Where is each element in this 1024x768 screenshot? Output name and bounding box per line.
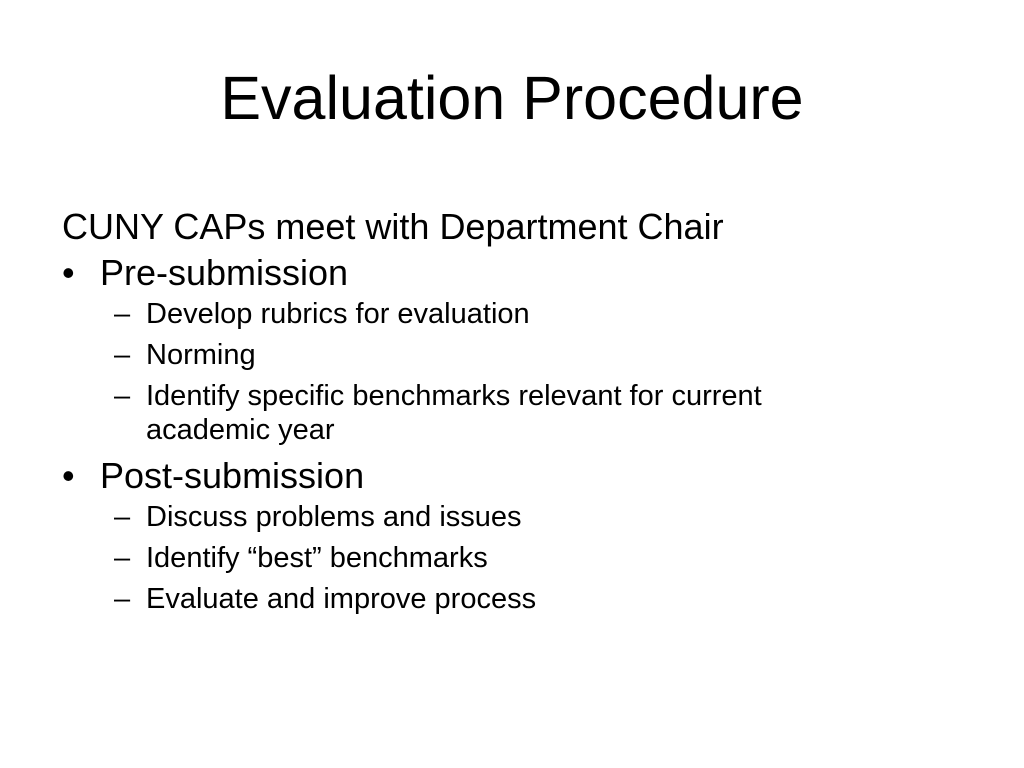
bullet-label: Pre-submission (100, 252, 349, 293)
bullet-pre-submission (62, 251, 962, 295)
dash-marker: – (114, 380, 131, 412)
sub-list-pre-submission (62, 297, 962, 447)
sub-list-post-submission (62, 500, 962, 616)
slide-title: Evaluation Procedure (220, 64, 804, 132)
sub-item (114, 297, 962, 331)
sub-item-text: Identify “best” benchmarks (146, 542, 488, 574)
sub-item-text: Discuss problems and issues (146, 501, 522, 533)
sub-item (114, 582, 962, 616)
dash-marker: – (114, 298, 131, 330)
bullet-label: Post-submission (100, 455, 365, 496)
dash-marker: – (114, 583, 131, 615)
sub-item (114, 541, 962, 575)
bullet-marker: • (62, 455, 75, 496)
dash-marker: – (114, 339, 131, 371)
sub-item (114, 338, 962, 372)
dash-marker: – (114, 501, 131, 533)
sub-item-text: Norming (146, 339, 256, 371)
dash-marker: – (114, 542, 131, 574)
sub-item (114, 379, 962, 447)
sub-item-text: Develop rubrics for evaluation (146, 298, 530, 330)
sub-item-text: Identify specific benchmarks relevant for current academic year (146, 380, 762, 446)
slide-body (62, 205, 962, 623)
intro-line: CUNY CAPs meet with Department Chair (62, 206, 724, 247)
sub-item-text: Evaluate and improve process (146, 583, 537, 615)
sub-item (114, 500, 962, 534)
bullet-marker: • (62, 252, 75, 293)
bullet-post-submission (62, 454, 962, 498)
